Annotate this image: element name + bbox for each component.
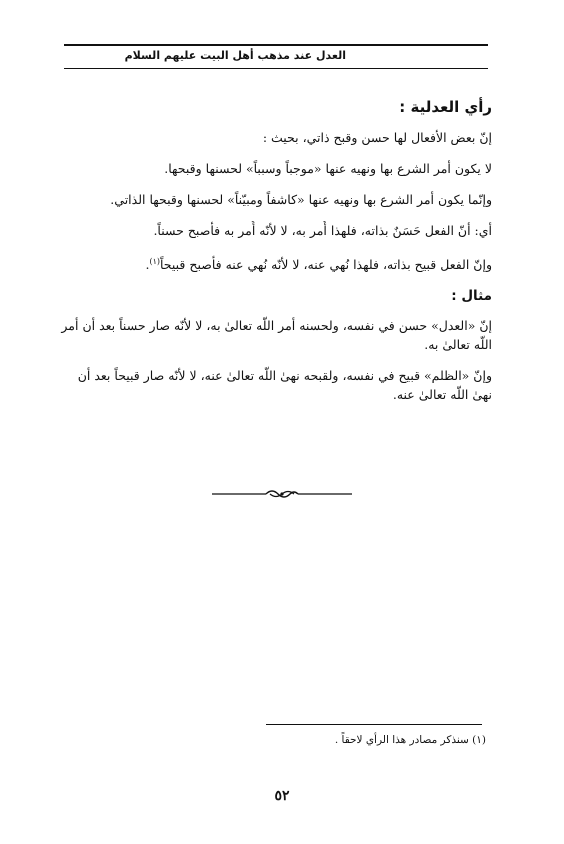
running-head: العدل عند مذهب أهل البيت عليهم السلام (124, 49, 346, 62)
paragraph-1: إنّ بعض الأفعال لها حسن وقبح ذاتي، بحيث : (262, 130, 492, 145)
page-number: ٥٢ (274, 788, 290, 804)
example-paragraph-1: إنّ «العدل» حسن في نفسه، ولحسنه أمر اللّه تعالىٰ به، لا لأنّه صار حسناً بعد أن أمر اللّه تعالىٰ به. (61, 318, 492, 353)
example-heading: مثال : (451, 288, 492, 305)
paragraph-3: وإنّما يكون أمر الشرع بها ونهيه عنها «كاشفاً ومبيّناً» لحسنها وقبحها الذاتي. (110, 192, 492, 207)
paragraph-5: وإنّ الفعل قبيح بذاته، فلهذا نُهي عنه، لا لأنّه نُهي عنه فأصبح قبيحاً$^{(١)}$. (145, 257, 492, 273)
paragraph-4: أي: أنّ الفعل حَسَنٌ بذاته، فلهذا أُمر به، لا لأنّه أُمر به فأصبح حسناً. (153, 223, 492, 238)
footnote-rule (266, 724, 482, 725)
main-text (60, 96, 492, 416)
example-paragraph-2: وإنّ «الظلم» قبيح في نفسه، ولقبحه نهىٰ اللّه تعالىٰ عنه، لا لأنّه صار قبيحاً بعد أن نهىٰ اللّه تعالىٰ عنه. (77, 368, 492, 403)
header-top-rule (64, 44, 488, 46)
section-divider-ornament (210, 487, 354, 501)
header-bottom-rule (64, 68, 488, 69)
footnote: (١) سنذكر مصادر هذا الرأي لاحقاً . (334, 734, 486, 746)
section-heading: رأي العدلية : (399, 98, 492, 116)
paragraph-2: لا يكون أمر الشرع بها ونهيه عنها «موجباً وسبباً» لحسنها وقبحها. (164, 161, 492, 176)
footnote-marker[interactable]: (١) (149, 257, 160, 266)
paragraph-5-text: وإنّ الفعل قبيح بذاته، فلهذا نُهي عنه، لا لأنّه نُهي عنه فأصبح قبيحاً (160, 257, 492, 273)
